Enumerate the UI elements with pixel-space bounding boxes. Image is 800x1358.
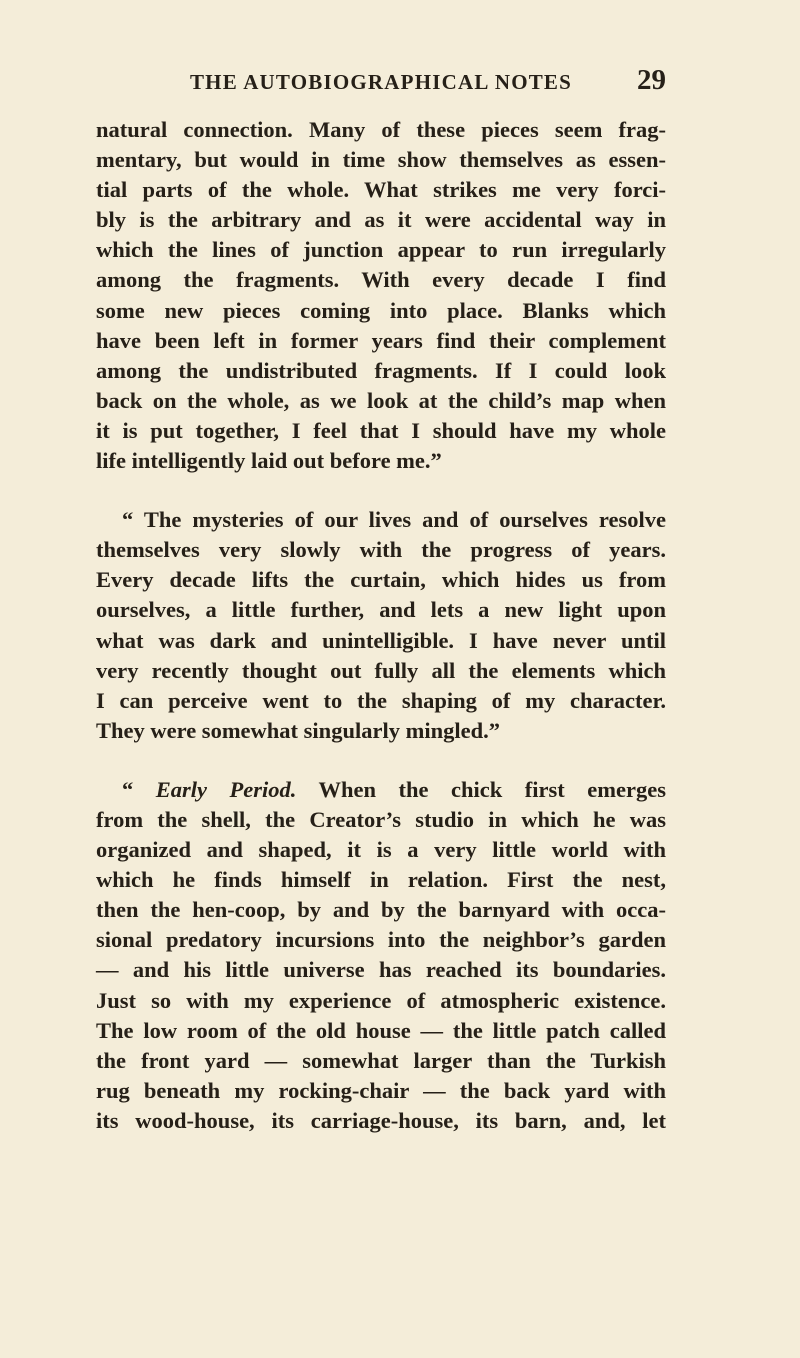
- text-line: [96, 775, 666, 805]
- text-line: then the hen-coop, by and by the barnyard with occa-: [96, 897, 666, 923]
- body-text: [96, 115, 666, 1136]
- text-line: back on the whole, as we look at the child’s map when: [96, 387, 666, 413]
- paragraph-1: [96, 115, 666, 476]
- paragraph-2: [96, 505, 666, 746]
- text-line: what was dark and unintelligible. I have never until: [96, 627, 666, 653]
- text-line: themselves very slowly with the progress of years.: [96, 537, 666, 563]
- text-line: have been left in former years find their complement: [96, 327, 666, 353]
- text-line: — and his little universe has reached its boundaries.: [96, 957, 666, 983]
- text-line: They were somewhat singularly mingled.”: [96, 717, 500, 743]
- paragraph-3: [96, 775, 666, 1136]
- text-line: “ The mysteries of our lives and of ourselves resolve: [122, 507, 666, 533]
- text-line: natural connection. Many of these pieces seem frag-: [96, 117, 666, 142]
- text-line: rug beneath my rocking-chair — the back yard with: [96, 1077, 666, 1103]
- text-line: among the fragments. With every decade I find: [96, 267, 666, 293]
- text-line: organized and shaped, it is a very little world with: [96, 837, 666, 863]
- text-line: Every decade lifts the curtain, which hides us from: [96, 567, 666, 593]
- text-line: it is put together, I feel that I should have my whole: [96, 417, 666, 443]
- text-line: from the shell, the Creator’s studio in which he was: [96, 806, 666, 832]
- text-line: sional predatory incursions into the neighbor’s garden: [96, 927, 666, 953]
- text-line: life intelligently laid out before me.”: [96, 448, 442, 474]
- text-line: the front yard — somewhat larger than the Turkish: [96, 1047, 666, 1073]
- text-line: I can perceive went to the shaping of my character.: [96, 687, 666, 713]
- text-line: Just so with my experience of atmospheric existence.: [96, 987, 666, 1013]
- section-heading-italic: Early Period.: [155, 776, 297, 802]
- text-line: bly is the arbitrary and as it were accidental way in: [96, 207, 666, 233]
- page-number: 29: [637, 64, 666, 96]
- first-line-rest: When the chick first emerges: [296, 776, 666, 802]
- paragraph-gap: [96, 746, 666, 775]
- text-line: ourselves, a little further, and lets a new light upon: [96, 597, 666, 623]
- text-line: some new pieces coming into place. Blanks which: [96, 297, 666, 323]
- text-line: which the lines of junction appear to run irregularly: [96, 237, 666, 263]
- text-line: which he finds himself in relation. First the nest,: [96, 867, 666, 893]
- text-line: among the undistributed fragments. If I could look: [96, 357, 666, 383]
- running-head: [96, 64, 666, 104]
- text-line: its wood-house, its carriage-house, its barn, and, let: [96, 1107, 666, 1133]
- open-quote: “: [122, 776, 156, 802]
- text-line: tial parts of the whole. What strikes me very forci-: [96, 177, 666, 203]
- text-line: mentary, but would in time show themselves as essen-: [96, 147, 666, 173]
- text-line: The low room of the old house — the little patch called: [96, 1017, 666, 1043]
- text-line: very recently thought out fully all the elements which: [96, 657, 666, 683]
- running-title: THE AUTOBIOGRAPHICAL NOTES: [189, 70, 573, 94]
- paragraph-gap: [96, 476, 666, 505]
